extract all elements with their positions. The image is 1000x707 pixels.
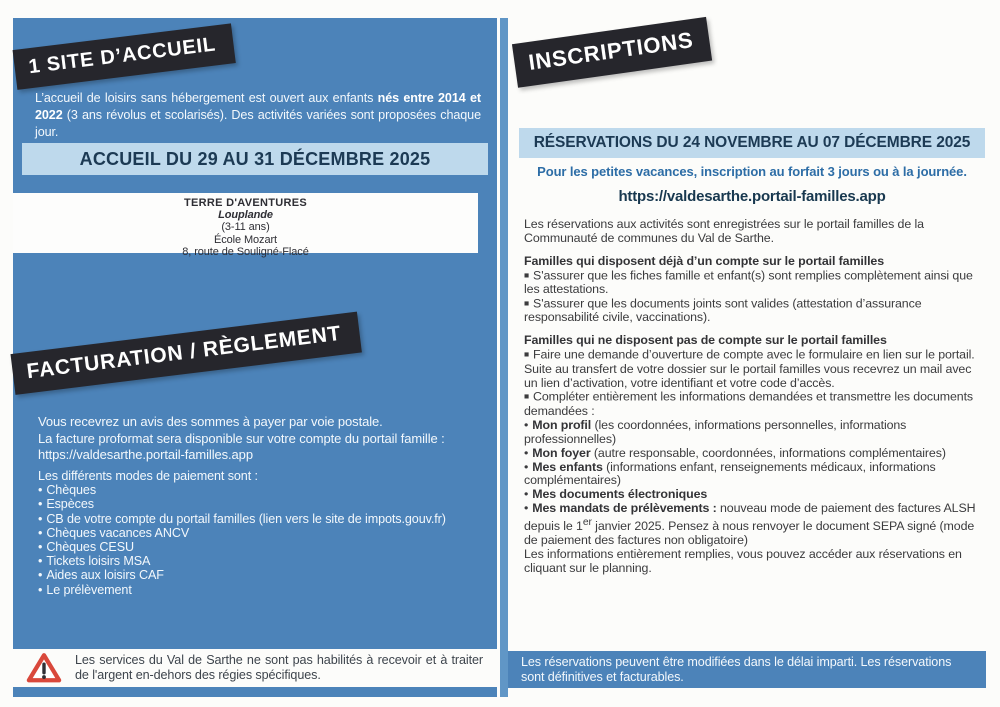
payment-header: Les différents modes de paiement sont : — [38, 469, 258, 483]
reservations-date-label: RÉSERVATIONS DU 24 NOVEMBRE AU 07 DÉCEMBRE 2025 — [533, 134, 971, 151]
document-item: • Mes enfants (informations enfant, renseignements médicaux, informations complémentaires) — [524, 459, 936, 488]
billing-line: Vous recevrez un avis des sommes à payer par voie postale. — [38, 414, 383, 429]
intro-paragraph — [35, 90, 481, 141]
payment-item: • Chèques CESU — [38, 540, 135, 555]
warning-strip — [13, 649, 497, 687]
payment-item: • Chèques — [38, 483, 97, 498]
square-bullet-icon: ■ — [524, 298, 530, 309]
closing-note: Les informations entièrement remplies, vous pouvez accéder aux réservations en cliquant sur le planning. — [524, 547, 962, 575]
billing-info — [38, 414, 483, 464]
reservations-footer-band — [508, 651, 986, 688]
left-page-panel — [13, 18, 497, 697]
site-school: École Mozart — [214, 233, 277, 246]
bullet-icon: • — [38, 582, 43, 597]
checklist-item: ■ S'assurer que les documents joints sont valides (attestation d’assurance responsabilité civile, vaccinations). — [524, 296, 922, 325]
document-item: • Mes mandats de prélèvements : nouveau mode de paiement des factures ALSH depuis le 1er janvier 2025. Pensez à nous renvoyer le document SEPA signé (mode de paiement des factures non obligatoire) — [524, 501, 976, 548]
warning-triangle-icon — [25, 651, 63, 685]
billing-portal-url: https://valdesarthe.portail-familles.app — [38, 447, 253, 462]
center-fold-stripe — [500, 18, 508, 697]
site-accueil-ribbon — [13, 23, 237, 90]
reservations-date-band — [519, 128, 985, 158]
payment-item: • Espèces — [38, 497, 94, 512]
section-heading-no-account: Familles qui ne disposent pas de compte sur le portail familles — [524, 333, 887, 348]
payment-item: • Le prélèvement — [38, 582, 132, 597]
inscriptions-ribbon-label: INSCRIPTIONS — [526, 27, 695, 75]
facturation-ribbon — [11, 312, 362, 395]
payment-item: • Chèques vacances ANCV — [38, 525, 190, 540]
square-bullet-icon: ■ — [524, 349, 530, 360]
site-town: Louplande — [218, 209, 273, 222]
reservations-intro: Les réservations aux activités sont enregistrées sur le portail familles de la Communauté de communes du Val de Sarthe. — [524, 217, 924, 245]
square-bullet-icon: ■ — [524, 391, 530, 402]
site-address: 8, route de Souligné-Flacé — [182, 245, 309, 258]
site-accueil-ribbon-label: 1 SITE D’ACCUEIL — [27, 33, 218, 79]
payment-item: • CB de votre compte du portail familles (lien vers le site de impots.gouv.fr) — [38, 511, 446, 526]
bullet-icon: • — [524, 487, 529, 502]
billing-line: La facture proformat sera disponible sur votre compte du portail famille : — [38, 430, 445, 446]
intro-text-end: (3 ans révolus et scolarisés). Des activités variées sont proposées chaque jour. — [35, 108, 481, 139]
warning-text: Les services du Val de Sarthe ne sont pas habilités à recevoir et à traiter de l'argent en-dehors des régies spécifiques. — [75, 652, 483, 682]
accueil-date-band — [22, 143, 488, 175]
inscriptions-ribbon — [512, 17, 712, 88]
bullet-icon: • — [524, 459, 529, 474]
bullet-icon: • — [38, 540, 43, 555]
bullet-icon: • — [38, 497, 43, 512]
payment-item: • Aides aux loisirs CAF — [38, 568, 164, 583]
facturation-ribbon-label: FACTURATION / RÈGLEMENT — [25, 321, 343, 384]
bullet-icon: • — [38, 525, 43, 540]
site-name: TERRE D'AVENTURES — [183, 197, 308, 209]
checklist-item: ■ Faire une demande d’ouverture de compte avec le formulaire en lien sur le portail. Suite au transfert de votre dossier sur le portail familles vous recevrez un mail avec un lien d’activation, votre identifiant et votre code d’accès. — [524, 347, 975, 390]
inscriptions-body — [524, 218, 988, 576]
portal-url: https://valdesarthe.portail-familles.app — [618, 188, 886, 205]
site-card — [13, 193, 478, 258]
bullet-icon: • — [38, 568, 43, 583]
document-item: • Mes documents électroniques — [524, 487, 708, 502]
bullet-icon: • — [38, 511, 43, 526]
payment-item: • Tickets loisirs MSA — [38, 554, 151, 569]
bullet-icon: • — [38, 483, 43, 498]
bullet-icon: • — [524, 445, 529, 460]
checklist-item: ■ Compléter entièrement les informations demandées et transmettre les documents demandées : — [524, 389, 974, 418]
intro-text: L’accueil de loisirs sans hébergement est ouvert aux enfants — [35, 91, 378, 105]
bullet-icon: • — [38, 554, 43, 569]
reservations-footer-text: Les réservations peuvent être modifiées dans le délai imparti. Les réservations sont définitives et facturables. — [521, 655, 952, 685]
section-heading-existing-account: Familles qui disposent déjà d’un compte sur le portail familles — [524, 253, 884, 268]
accueil-date-label: ACCUEIL DU 29 AU 31 DÉCEMBRE 2025 — [79, 149, 431, 169]
square-bullet-icon: ■ — [524, 269, 530, 280]
bullet-icon: • — [524, 501, 529, 516]
superscript: er — [582, 517, 592, 529]
document-item: • Mon foyer (autre responsable, coordonnées, informations complémentaires) — [524, 445, 946, 460]
site-ages: (3-11 ans) — [221, 221, 270, 234]
vacances-subtitle: Pour les petites vacances, inscription au forfait 3 jours ou à la journée. — [537, 164, 967, 179]
intro-text-bold: nés entre 2014 et 2022 — [35, 91, 481, 122]
checklist-item: ■ S'assurer que les fiches famille et enfant(s) sont remplies complètement ainsi que les attestations. — [524, 268, 973, 297]
payment-modes-list — [38, 469, 483, 597]
document-item: • Mon profil (les coordonnées, informations personnelles, informations professionnelles) — [524, 417, 907, 446]
bullet-icon: • — [524, 417, 529, 432]
